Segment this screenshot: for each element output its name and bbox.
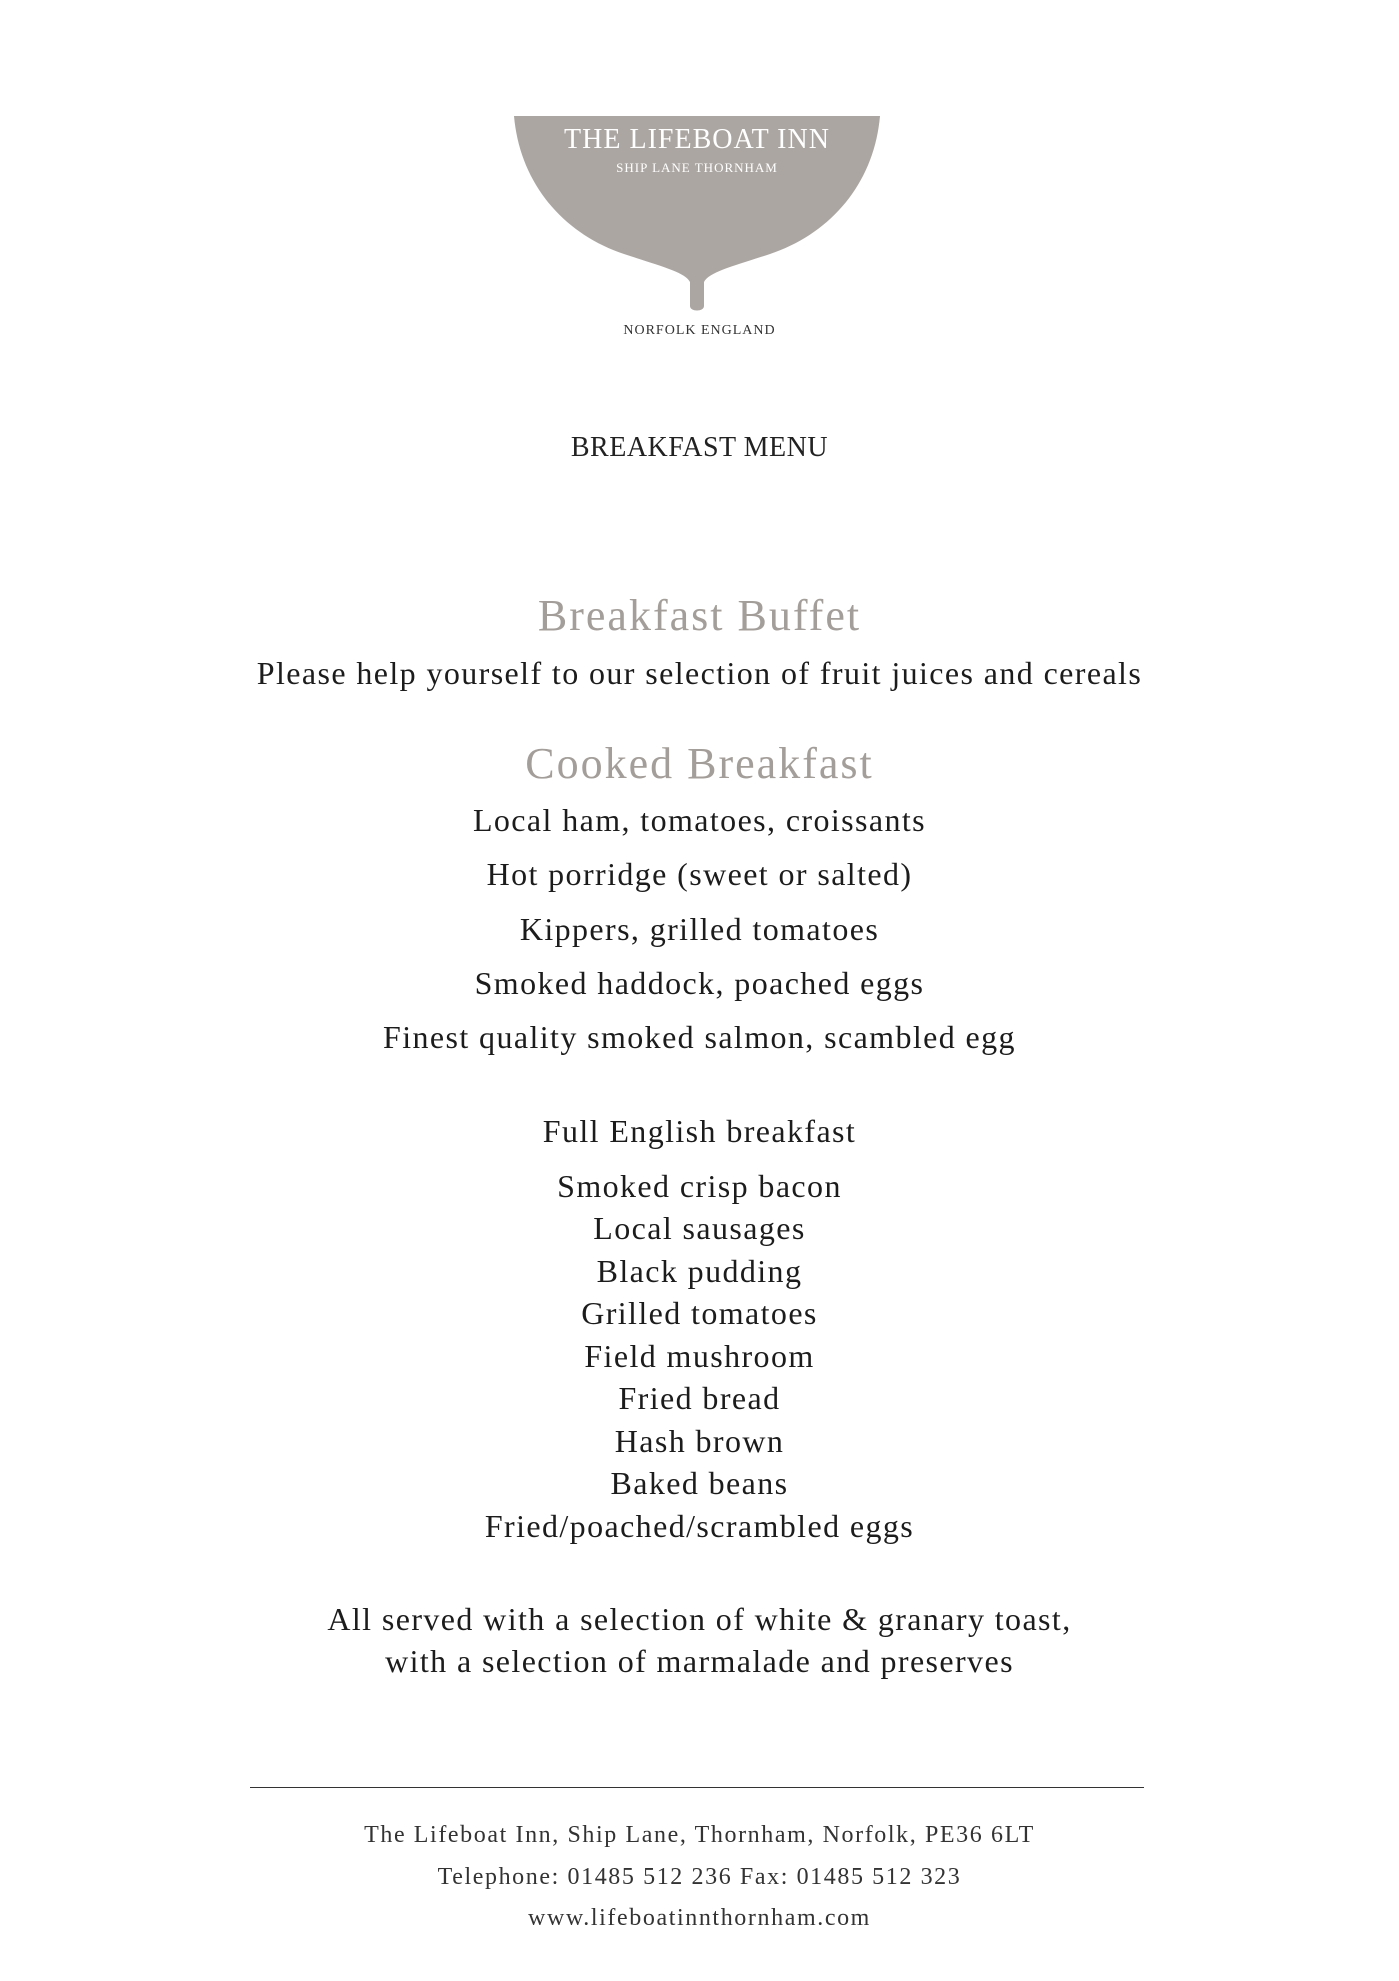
footer-website[interactable]: www.lifeboatinnthornham.com [528,1905,871,1931]
cooked-item: Hot porridge (sweet or salted) [486,856,913,892]
full-english-item: Hash brown [614,1423,785,1459]
full-english-item: Fried bread [618,1380,781,1416]
menu-title: BREAKFAST MENU [570,432,829,463]
logo-name: THE LIFEBOAT INN [564,124,830,155]
full-english-item: Grilled tomatoes [581,1295,818,1331]
full-english-item: Field mushroom [584,1338,815,1374]
full-english-item: Smoked crisp bacon [557,1168,842,1204]
full-english-item: Baked beans [610,1465,789,1501]
full-english-item: Fried/poached/scrambled eggs [484,1508,915,1544]
footer-divider [250,1787,1144,1788]
buffet-heading: Breakfast Buffet [537,591,862,640]
cooked-item: Kippers, grilled tomatoes [519,911,880,947]
full-english-title: Full English breakfast [542,1113,857,1149]
cooked-item: Finest quality smoked salmon, scambled egg [383,1019,1016,1055]
cooked-item: Local ham, tomatoes, croissants [472,802,927,838]
footer-phone: Telephone: 01485 512 236 Fax: 01485 512 323 [437,1864,962,1890]
cooked-item: Smoked haddock, poached eggs [474,965,925,1001]
full-english-item: Black pudding [596,1253,803,1289]
buffet-description: Please help yourself to our selection of fruit juices and cereals [256,655,1143,691]
footer-address: The Lifeboat Inn, Ship Lane, Thornham, Norfolk, PE36 6LT [364,1822,1035,1848]
logo-subtitle: SHIP LANE THORNHAM [616,160,778,175]
served-with-line: All served with a selection of white & granary toast, [327,1601,1072,1637]
cooked-heading: Cooked Breakfast [525,739,874,788]
served-with-line: with a selection of marmalade and preserves [385,1643,1014,1679]
logo-region: NORFOLK ENGLAND [623,323,776,338]
full-english-item: Local sausages [593,1210,806,1246]
